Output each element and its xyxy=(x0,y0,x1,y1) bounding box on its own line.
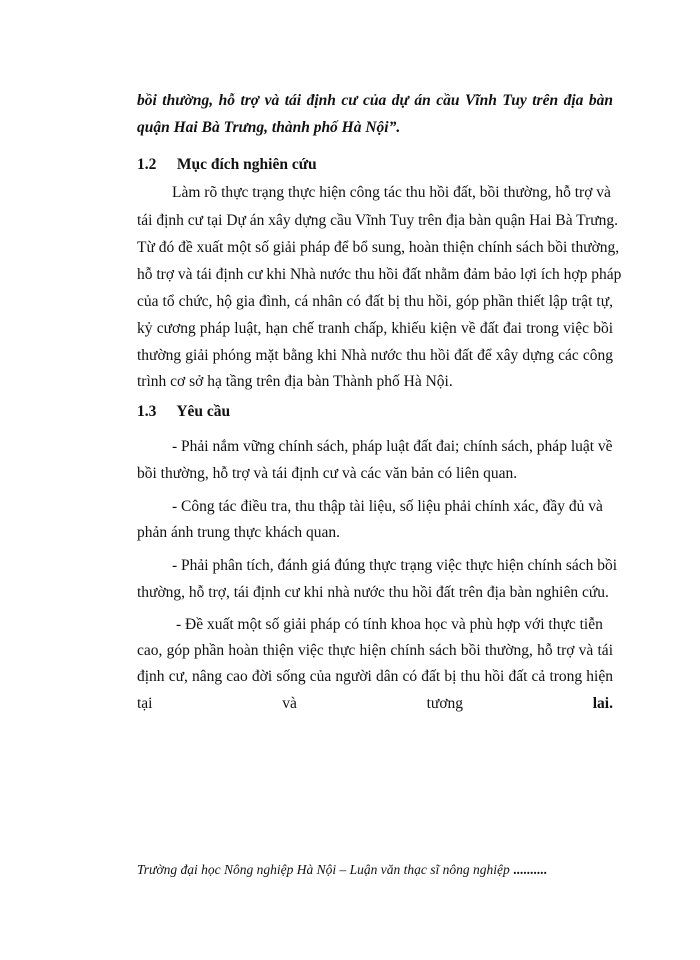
requirement-line: định cư, nâng cao đời sống của người dân có đất bị thu hồi đất cả trong hiện xyxy=(137,668,613,685)
section-title: Yêu cầu xyxy=(176,403,231,420)
section-number: 1.2 xyxy=(137,156,157,173)
section-heading-1-3 xyxy=(137,403,230,421)
section-heading-1-2 xyxy=(137,156,317,174)
word: tương xyxy=(426,695,464,712)
requirement-line: bồi thường, hỗ trợ và tái định cư và các văn bản có liên quan. xyxy=(137,465,518,482)
requirement-line: - Phải nắm vững chính sách, pháp luật đất đai; chính sách, pháp luật về xyxy=(172,438,613,455)
paragraph-line: thường giải phóng mặt bằng khi Nhà nước thu hồi đất để xây dựng các công xyxy=(137,347,613,364)
paragraph-line: của tổ chức, hộ gia đình, cá nhân có đất bị thu hồi, góp phần thiết lập trật tự, xyxy=(137,293,613,310)
requirement-line: thường, hỗ trợ, tái định cư khi nhà nước thu hồi đất trên địa bàn nghiên cứu. xyxy=(137,584,609,601)
paragraph-line: trình cơ sở hạ tầng trên địa bàn Thành phố Hà Nội. xyxy=(137,373,453,390)
requirement-line: - Đề xuất một số giải pháp có tính khoa học và phù hợp với thực tiễn xyxy=(176,616,603,633)
requirement-line: - Công tác điều tra, thu thập tài liệu, số liệu phải chính xác, đầy đủ và xyxy=(172,498,603,515)
paragraph-line: hỗ trợ và tái định cư khi Nhà nước thu hồi đất nhằm đảm bảo lợi ích hợp pháp xyxy=(137,266,622,283)
title-line-2: quận Hai Bà Trưng, thành phố Hà Nội”. xyxy=(137,119,401,136)
paragraph-line: tái định cư tại Dự án xây dựng cầu Vĩnh Tuy trên địa bàn quận Hai Bà Trưng. xyxy=(137,212,619,229)
word: lai. xyxy=(592,695,613,712)
justified-last-line xyxy=(137,695,613,713)
requirement-line: cao, góp phần hoàn thiện việc thực hiện chính sách bồi thường, hỗ trợ và tái xyxy=(137,642,613,659)
section-number: 1.3 xyxy=(137,403,157,420)
requirement-line: phản ánh trung thực khách quan. xyxy=(137,524,340,541)
paragraph-line: Làm rõ thực trạng thực hiện công tác thu hồi đất, bồi thường, hỗ trợ và xyxy=(172,184,611,201)
requirement-line: - Phải phân tích, đánh giá đúng thực trạng việc thực hiện chính sách bồi xyxy=(172,557,618,574)
section-title: Mục đích nghiên cứu xyxy=(176,156,317,173)
word: tại xyxy=(137,695,153,712)
footer-text: Trường đại học Nông nghiệp Hà Nội – Luận văn thạc sĩ nông nghiệp xyxy=(137,862,510,877)
footer-dots: .......... xyxy=(509,862,547,877)
paragraph-line: kỷ cương pháp luật, hạn chế tranh chấp, khiếu kiện về đất đai trong việc bồi xyxy=(137,320,613,337)
title-line-1: bồi thường, hỗ trợ và tái định cư của dự án cầu Vĩnh Tuy trên địa bàn xyxy=(137,92,613,109)
page-footer xyxy=(137,862,547,878)
word: và xyxy=(282,695,297,712)
paragraph-line: Từ đó đề xuất một số giải pháp để bổ sung, hoàn thiện chính sách bồi thường, xyxy=(137,239,620,256)
